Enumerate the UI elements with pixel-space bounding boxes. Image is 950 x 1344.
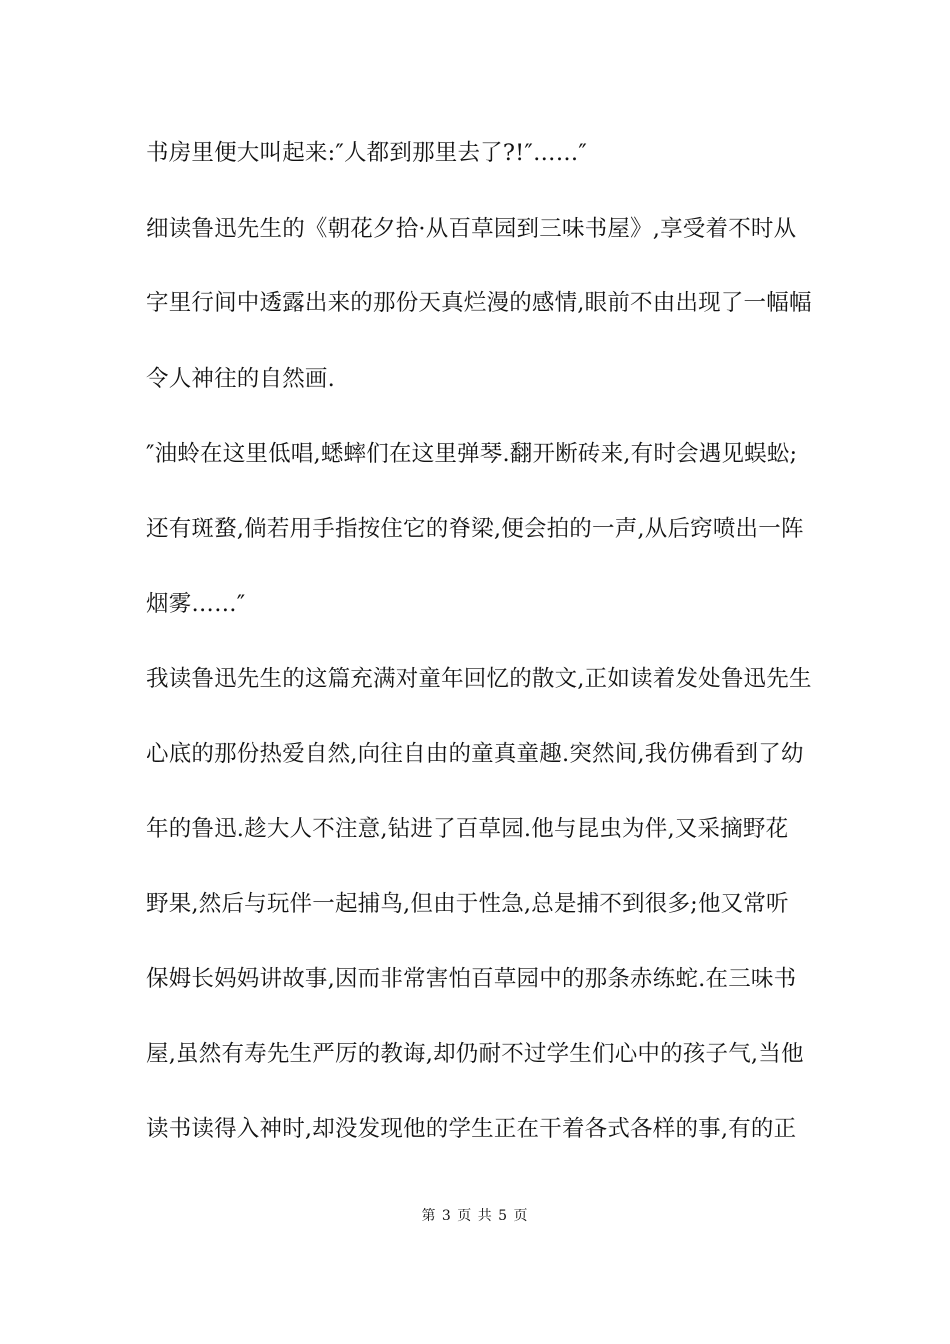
text-line-10: 年的鲁迅.趁大人不注意,钻进了百草园.他与昆虫为伴,又采摘野花 (146, 816, 789, 842)
text-line-5: ″油蛉在这里低唱,蟋蟀们在这里弹琴.翻开断砖来,有时会遇见蜈蚣; (146, 441, 798, 467)
text-line-6: 还有斑蝥,倘若用手指按住它的脊梁,便会拍的一声,从后窍喷出一阵 (146, 516, 804, 542)
text-line-2: 细读鲁迅先生的《朝花夕拾·从百草园到三味书屋》,享受着不时从 (146, 216, 797, 242)
text-line-13: 屋,虽然有寿先生严厉的教诲,却仍耐不过学生们心中的孩子气,当他 (146, 1041, 804, 1067)
text-line-7: 烟雾……″ (146, 591, 246, 617)
text-line-1: 书房里便大叫起来:″人都到那里去了?!″……″ (146, 140, 587, 166)
text-line-14: 读书读得入神时,却没发现他的学生正在干着各式各样的事,有的正 (146, 1116, 797, 1142)
text-line-8: 我读鲁迅先生的这篇充满对童年回忆的散文,正如读着发处鲁迅先生 (146, 666, 812, 692)
text-line-11: 野果,然后与玩伴一起捕鸟,但由于性急,总是捕不到很多;他又常听 (146, 891, 789, 917)
text-line-3: 字里行间中透露出来的那份天真烂漫的感情,眼前不由出现了一幅幅 (146, 290, 812, 316)
text-line-12: 保姆长妈妈讲故事,因而非常害怕百草园中的那条赤练蛇.在三味书 (146, 966, 797, 992)
page-number-footer: 第 3 页 共 5 页 (421, 1208, 529, 1224)
text-line-9: 心底的那份热爱自然,向往自由的童真童趣.突然间,我仿佛看到了幼 (146, 741, 804, 767)
text-line-4: 令人神往的自然画. (146, 366, 335, 392)
